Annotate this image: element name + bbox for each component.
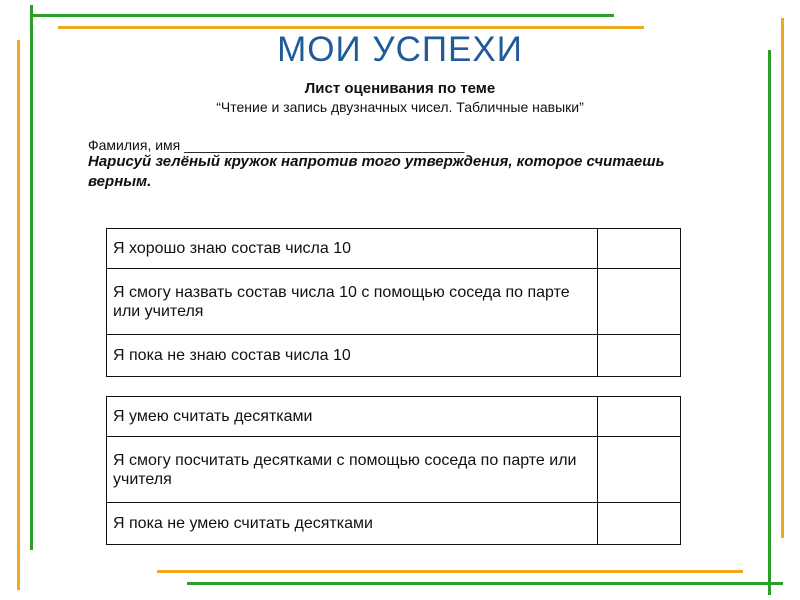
answer-cell[interactable]	[598, 229, 681, 269]
table-row	[107, 269, 681, 335]
statement-cell: Я хорошо знаю состав числа 10	[107, 229, 598, 269]
frame-top-orange-line	[58, 26, 644, 29]
sheet-subtitle: “Чтение и запись двузначных чисел. Табличные навыки”	[216, 99, 584, 115]
table-row	[107, 335, 681, 377]
statement-cell: Я пока не знаю состав числа 10	[107, 335, 598, 377]
answer-cell[interactable]	[598, 335, 681, 377]
slide-title: МОИ УСПЕХИ	[277, 30, 523, 69]
statement-cell: Я смогу назвать состав числа 10 с помощью соседа по парте или учителя	[107, 269, 598, 335]
answer-cell[interactable]	[598, 269, 681, 335]
statement-cell: Я пока не умею считать десятками	[107, 503, 598, 545]
instruction-text: Нарисуй зелёный кружок напротив того утверждения, которое считаешь верным.	[88, 153, 665, 190]
name-field-label: Фамилия, имя ____________________________________	[88, 137, 465, 153]
statement-cell: Я смогу посчитать десятками с помощью соседа по парте или учителя	[107, 437, 598, 503]
assessment-table-number-10	[106, 228, 681, 377]
table-row	[107, 229, 681, 269]
frame-left-orange-line	[17, 40, 20, 590]
sheet-title: Лист оценивания по теме	[304, 80, 496, 97]
answer-cell[interactable]	[598, 437, 681, 503]
table-row	[107, 437, 681, 503]
frame-top-green-line	[30, 14, 614, 17]
frame-bottom-orange-line	[157, 570, 743, 573]
answer-cell[interactable]	[598, 503, 681, 545]
table-row	[107, 503, 681, 545]
frame-right-green-line	[768, 50, 771, 595]
answer-cell[interactable]	[598, 397, 681, 437]
frame-bottom-green-line	[187, 582, 783, 585]
statement-cell: Я умею считать десятками	[107, 397, 598, 437]
table-row	[107, 397, 681, 437]
assessment-table-tens	[106, 396, 681, 545]
